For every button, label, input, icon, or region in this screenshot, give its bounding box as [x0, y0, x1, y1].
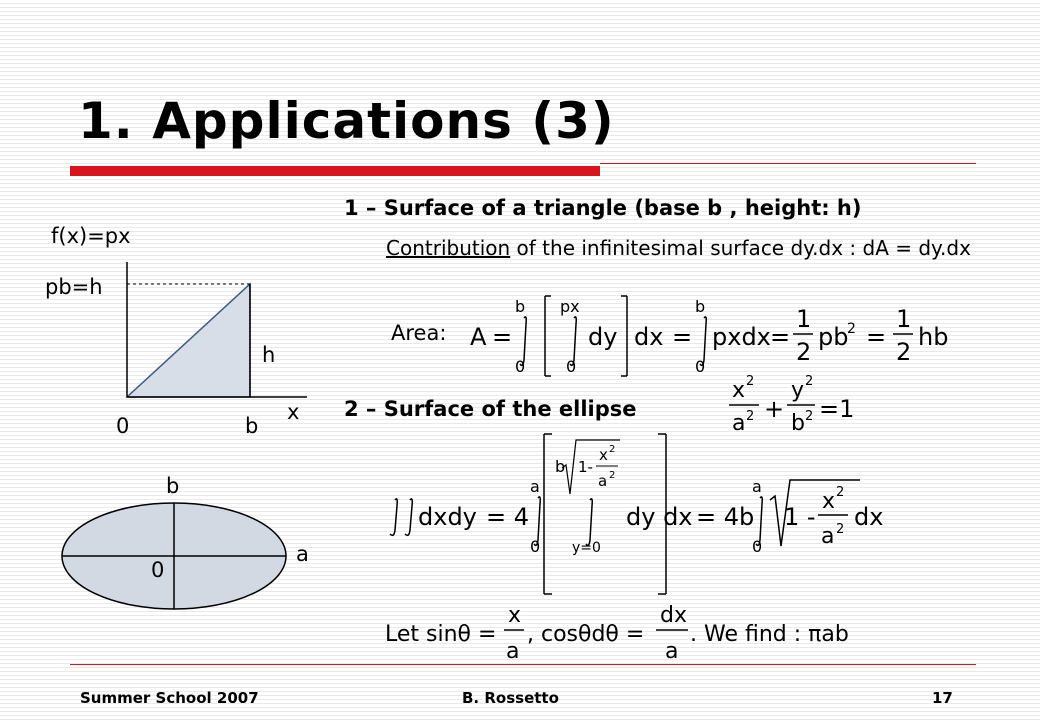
ellipse-b-label: b: [166, 474, 180, 498]
formula-A: A: [470, 323, 487, 351]
eq-a: a: [732, 411, 746, 436]
triangle-figure-shapes: [127, 262, 307, 397]
formula-eq4b: = 4b: [696, 503, 755, 531]
base-label: b: [245, 414, 259, 438]
double-integral-2: [405, 499, 412, 535]
origin-label: 0: [116, 414, 130, 438]
eq-b: b: [791, 411, 805, 436]
lower-limit-0: 0: [515, 357, 526, 376]
formula-eq-2: =: [672, 323, 693, 351]
ellipse-a-label: a: [296, 542, 309, 566]
frac-numerator-1b: 1: [896, 305, 912, 333]
outer-a-square: 2: [836, 522, 845, 537]
formula-dxdy: dxdy: [418, 503, 477, 531]
lower-limit-0b: 0: [566, 357, 577, 376]
double-integral-formula: [390, 434, 883, 594]
root-a-square: 2: [609, 470, 616, 481]
upper-limit-b: b: [515, 297, 526, 316]
root-a: a: [598, 472, 608, 490]
eq-x-square: 2: [746, 374, 755, 389]
eq-b-square: 2: [805, 409, 814, 424]
slide-title: 1. Applications (3): [78, 92, 615, 150]
footer-event: Summer School 2007: [80, 689, 259, 707]
frac-numerator-1: 1: [796, 305, 812, 333]
formula-eq-4: =: [866, 323, 887, 351]
integral-sign-5: [586, 499, 592, 545]
sub-a: a: [506, 639, 520, 664]
eq-a-square: 2: [746, 409, 755, 424]
formula-eq-3: =: [770, 323, 791, 351]
outer-x: x: [822, 489, 836, 514]
we-find-result: . We find : πab: [690, 622, 849, 647]
sub-dx: dx: [660, 603, 687, 628]
x-axis-label: x: [287, 400, 300, 424]
formula-square: 2: [847, 321, 856, 337]
root-x: x: [599, 446, 608, 464]
ellipse-equation: [729, 374, 854, 436]
formula-hb: hb: [918, 323, 949, 351]
height-label: h: [262, 343, 276, 367]
lower-limit-y0: y=0: [572, 540, 601, 556]
footer-author: B. Rossetto: [462, 689, 559, 707]
double-integral-1: [390, 499, 397, 535]
let-sin-theta: Let sinθ =: [385, 622, 497, 647]
formula-dy: dy: [588, 323, 618, 351]
upper-limit-b2: b: [695, 297, 706, 316]
formula-eq-1: =: [492, 323, 513, 351]
cos-theta: , cosθdθ =: [527, 622, 645, 647]
formula-dx: dx: [634, 323, 664, 351]
root-one-minus: 1-: [578, 458, 593, 476]
section-1-heading: 1 – Surface of a triangle (base b , height: h): [344, 196, 862, 220]
outer-x-square: 2: [836, 485, 845, 500]
area-formula: [470, 296, 948, 376]
root-x-square: 2: [609, 444, 616, 455]
footer-rule: [70, 664, 976, 665]
upper-limit-a2: a: [752, 477, 762, 496]
outer-a: a: [821, 524, 835, 549]
ellipse-figure-shapes: [62, 503, 286, 609]
lower-limit-0d: 0: [530, 537, 541, 556]
formula-dx-final: dx: [854, 503, 884, 531]
frac-denominator-2: 2: [796, 338, 812, 366]
pb-h-label: pb=h: [45, 275, 103, 299]
eq-x: x: [732, 378, 746, 403]
upper-limit-px: px: [560, 297, 580, 316]
upper-limit-a: a: [530, 477, 540, 496]
contribution-rest: of the infinitesimal surface dy.dx : dA = dy.dx: [510, 236, 971, 260]
eq-y-square: 2: [805, 374, 814, 389]
substitution-formula: [385, 603, 849, 664]
function-label: f(x)=px: [51, 224, 131, 248]
area-label: Area:: [391, 321, 447, 345]
triangle-shape: [127, 284, 250, 397]
formula-eq4: = 4: [486, 503, 530, 531]
frac-denominator-2b: 2: [896, 338, 912, 366]
lower-limit-0e: 0: [752, 537, 763, 556]
eq-plus: +: [764, 395, 785, 423]
lower-limit-0c: 0: [695, 357, 706, 376]
sub-x: x: [508, 603, 522, 628]
section-2-heading: 2 – Surface of the ellipse: [344, 397, 637, 421]
formula-pb: pb: [818, 323, 849, 351]
sub-a2: a: [665, 639, 679, 664]
root-one-minus-2: 1 -: [784, 503, 816, 531]
formula-dy-dx: dy dx: [626, 503, 693, 531]
eq-y: y: [791, 378, 805, 403]
contribution-word: Contribution: [386, 236, 511, 260]
footer-page-number: 17: [932, 689, 953, 707]
ellipse-origin-label: 0: [151, 558, 165, 582]
root-coefficient-b: b: [555, 457, 566, 476]
formula-pxdx: pxdx: [712, 323, 771, 351]
eq-equals-one: =1: [819, 395, 855, 423]
